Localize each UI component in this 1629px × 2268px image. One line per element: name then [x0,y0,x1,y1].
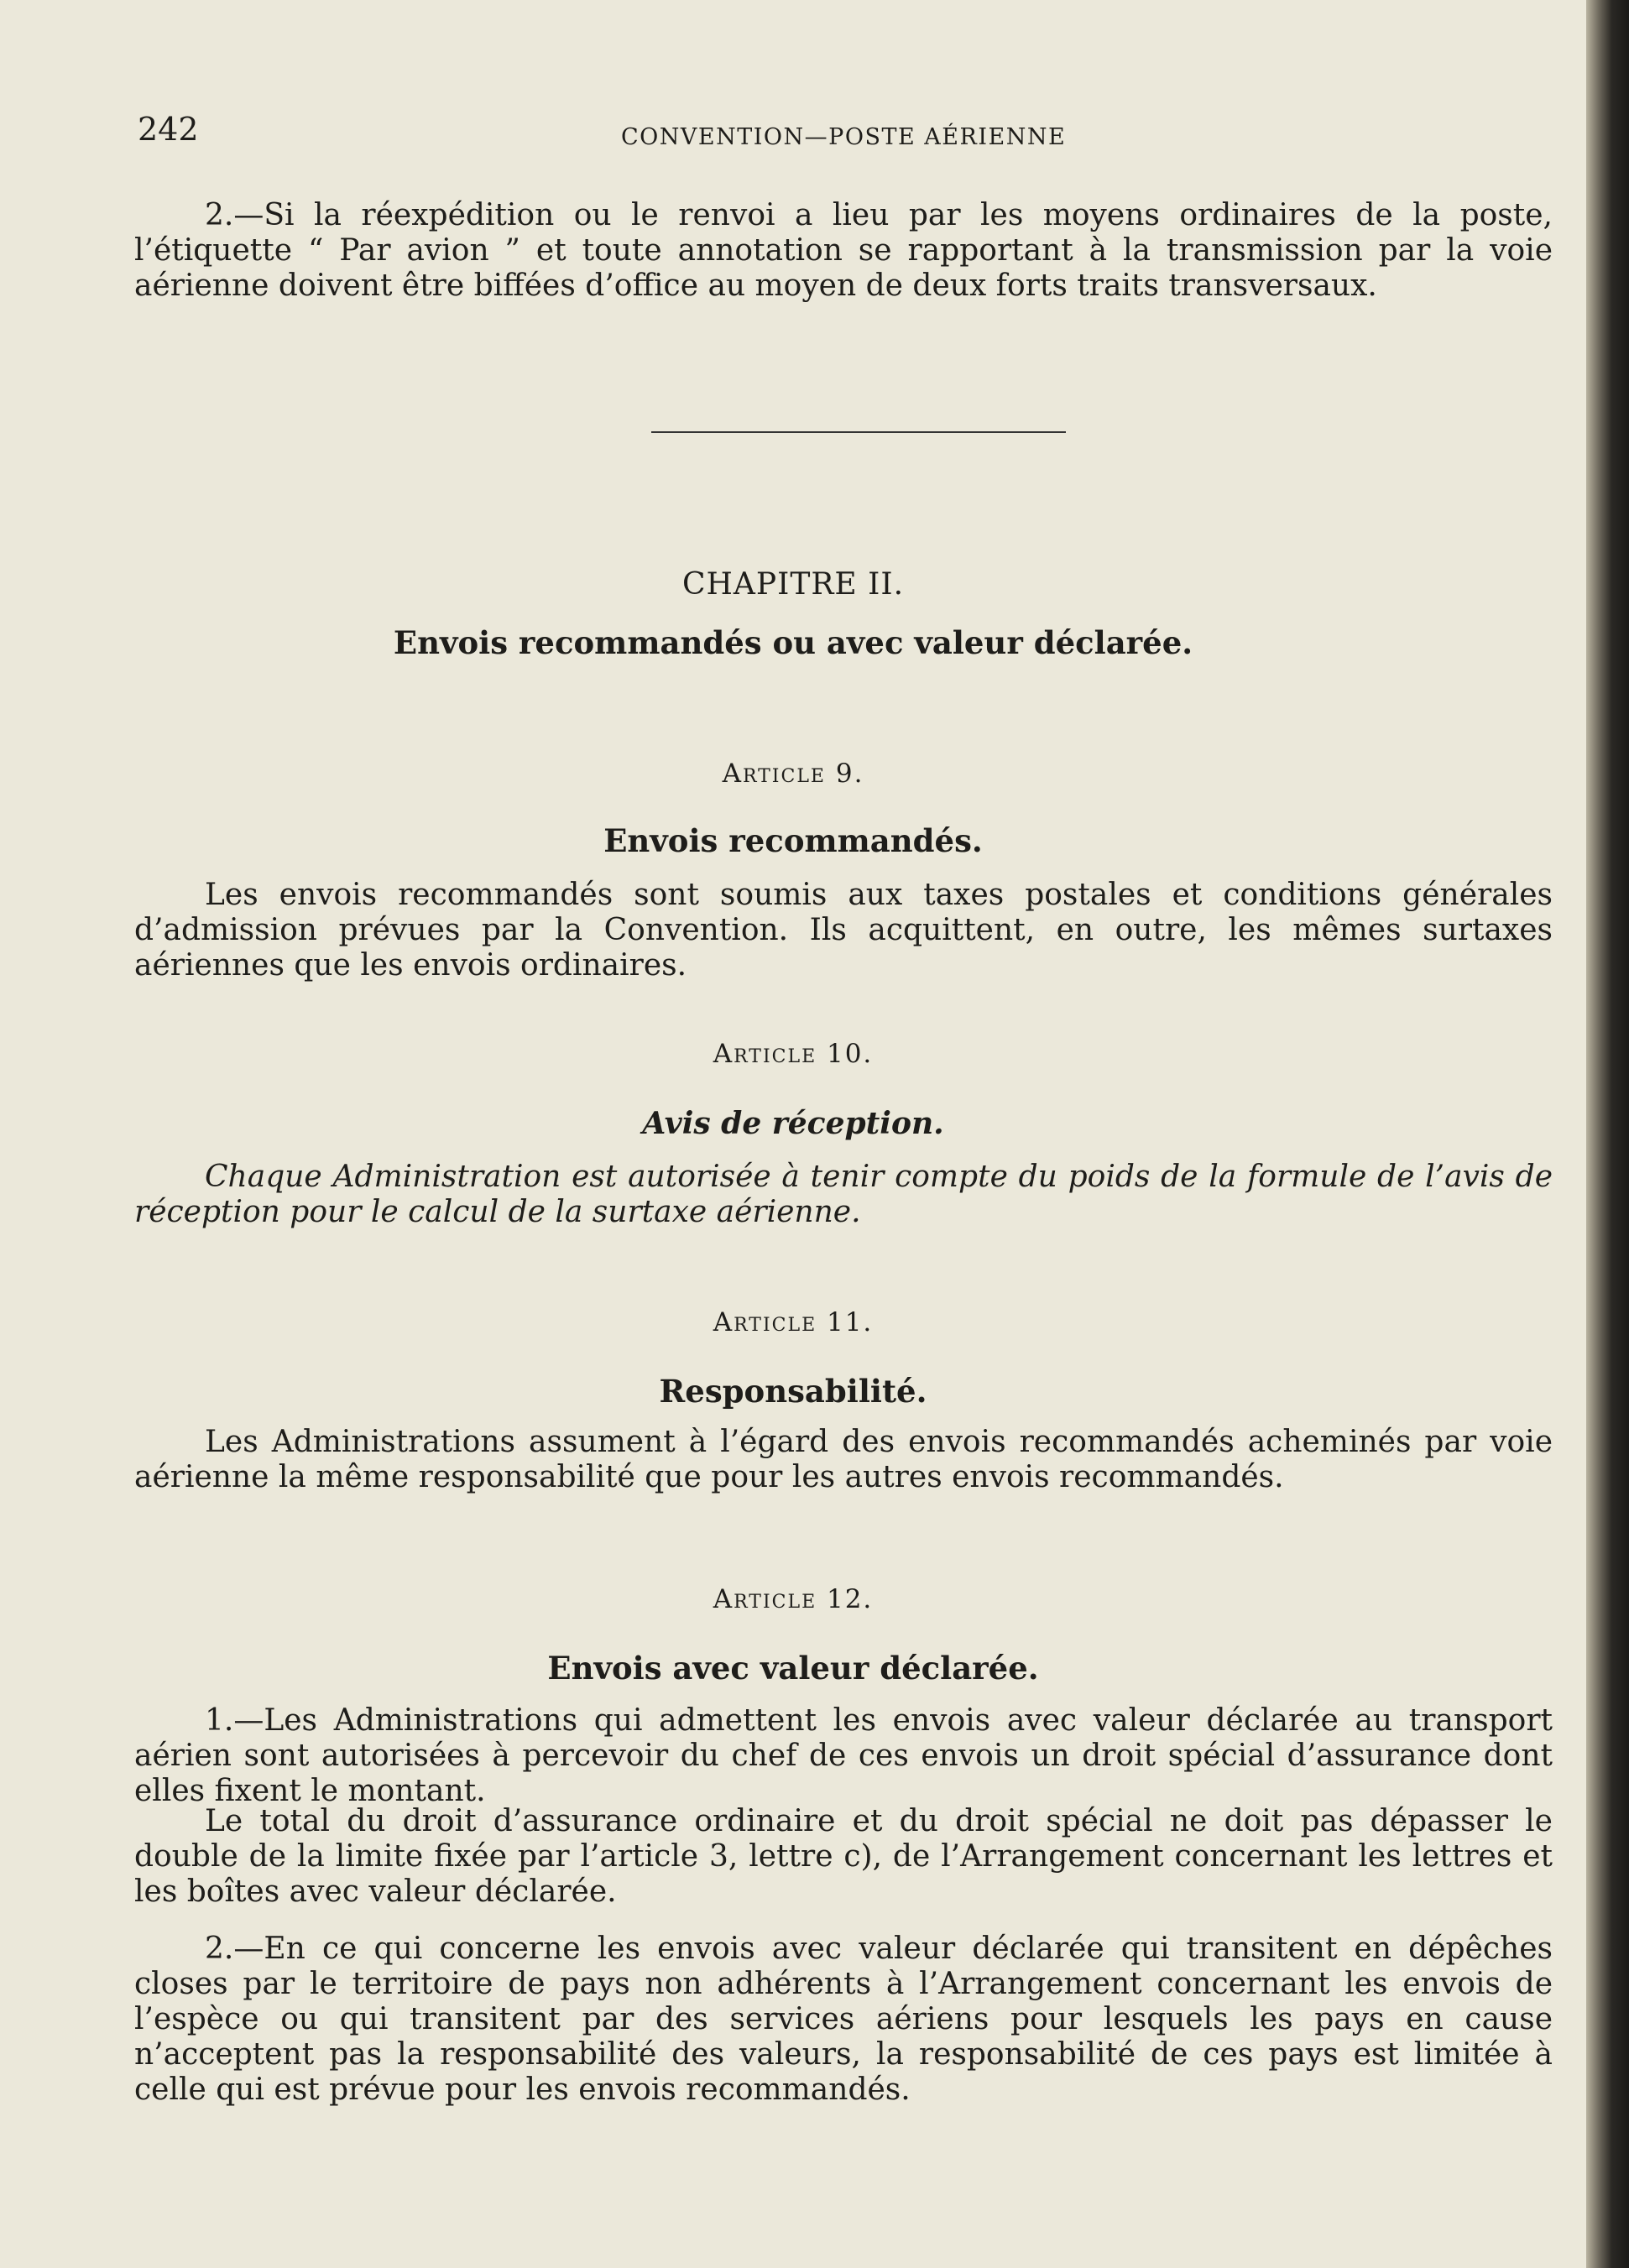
article-9-paragraph: Les envois recommandés sont soumis aux taxes postales et conditions générales d’admission prévues par la Convention. Ils acquittent, en outre, les mêmes surtaxes aériennes que les envois ordinaires. [134,878,1553,983]
article-10-label: Article 10. [713,1039,874,1069]
article-11-paragraph: Les Administrations assument à l’égard des envois recommandés acheminés par voie aérienne la même responsabilité que pour les autres envois recommandés. [134,1425,1553,1494]
article-11-section [134,1425,1553,1495]
article-10-section [134,1160,1553,1230]
article-12-section-1 [134,1703,1553,1809]
article-9-heading: Envois recommandés. [603,822,983,859]
running-head: CONVENTION—POSTE AÉRIENNE [621,124,1067,150]
article-11-label: Article 11. [713,1307,874,1337]
article-12-section-3 [134,1932,1553,2108]
intro-section [134,198,1553,304]
article-11-heading: Responsabilité. [659,1373,927,1410]
article-12-label: Article 12. [713,1584,874,1614]
article-9-label: Article 9. [722,759,864,789]
chapter-subtitle: Envois recommandés ou avec valeur déclarée. [393,624,1193,661]
article-12-heading: Envois avec valeur déclarée. [547,1650,1039,1687]
article-9-section [134,878,1553,983]
section-divider [651,431,1066,433]
page-header [0,111,1586,161]
article-12-paragraph-2: Le total du droit d’assurance ordinaire et du droit spécial ne doit pas dépasser le double de la limite fixée par l’article 3, lettre c), de l’Arrangement concernant les lettres et les boîtes avec valeur déclarée. [134,1804,1553,1909]
book-binding-edge [1586,0,1629,2268]
page-number: 242 [138,111,199,148]
article-10-paragraph: Chaque Administration est autorisée à tenir compte du poids de la formule de l’avis de réception pour le calcul de la surtaxe aérienne. [134,1160,1553,1229]
chapter-title: CHAPITRE II. [681,567,905,602]
article-10-heading: Avis de réception. [642,1106,944,1141]
article-12-paragraph-3: 2.—En ce qui concerne les envois avec valeur déclarée qui transitent en dépêches closes par le territoire de pays non adhérents à l’Arrangement concernant les envois de l’espèce ou qui transitent par des services aériens pour lesquels les pays en cause n’acceptent pas la responsabilité des valeurs, la responsabilité de ces pays est limitée à celle qui est prévue pour les envois recommandés. [134,1932,1553,2107]
intro-paragraph: 2.—Si la réexpédition ou le renvoi a lieu par les moyens ordinaires de la poste, l’étiquette “ Par avion ” et toute annotation se rapportant à la transmission par la voie aérienne doivent être biffées d’office au moyen de deux forts traits transversaux. [134,198,1553,303]
article-12-section-2 [134,1804,1553,1910]
article-12-paragraph-1: 1.—Les Administrations qui admettent les envois avec valeur déclarée au transport aérien sont autorisées à percevoir du chef de ces envois un droit spécial d’assurance dont elles fixent le montant. [134,1703,1553,1808]
